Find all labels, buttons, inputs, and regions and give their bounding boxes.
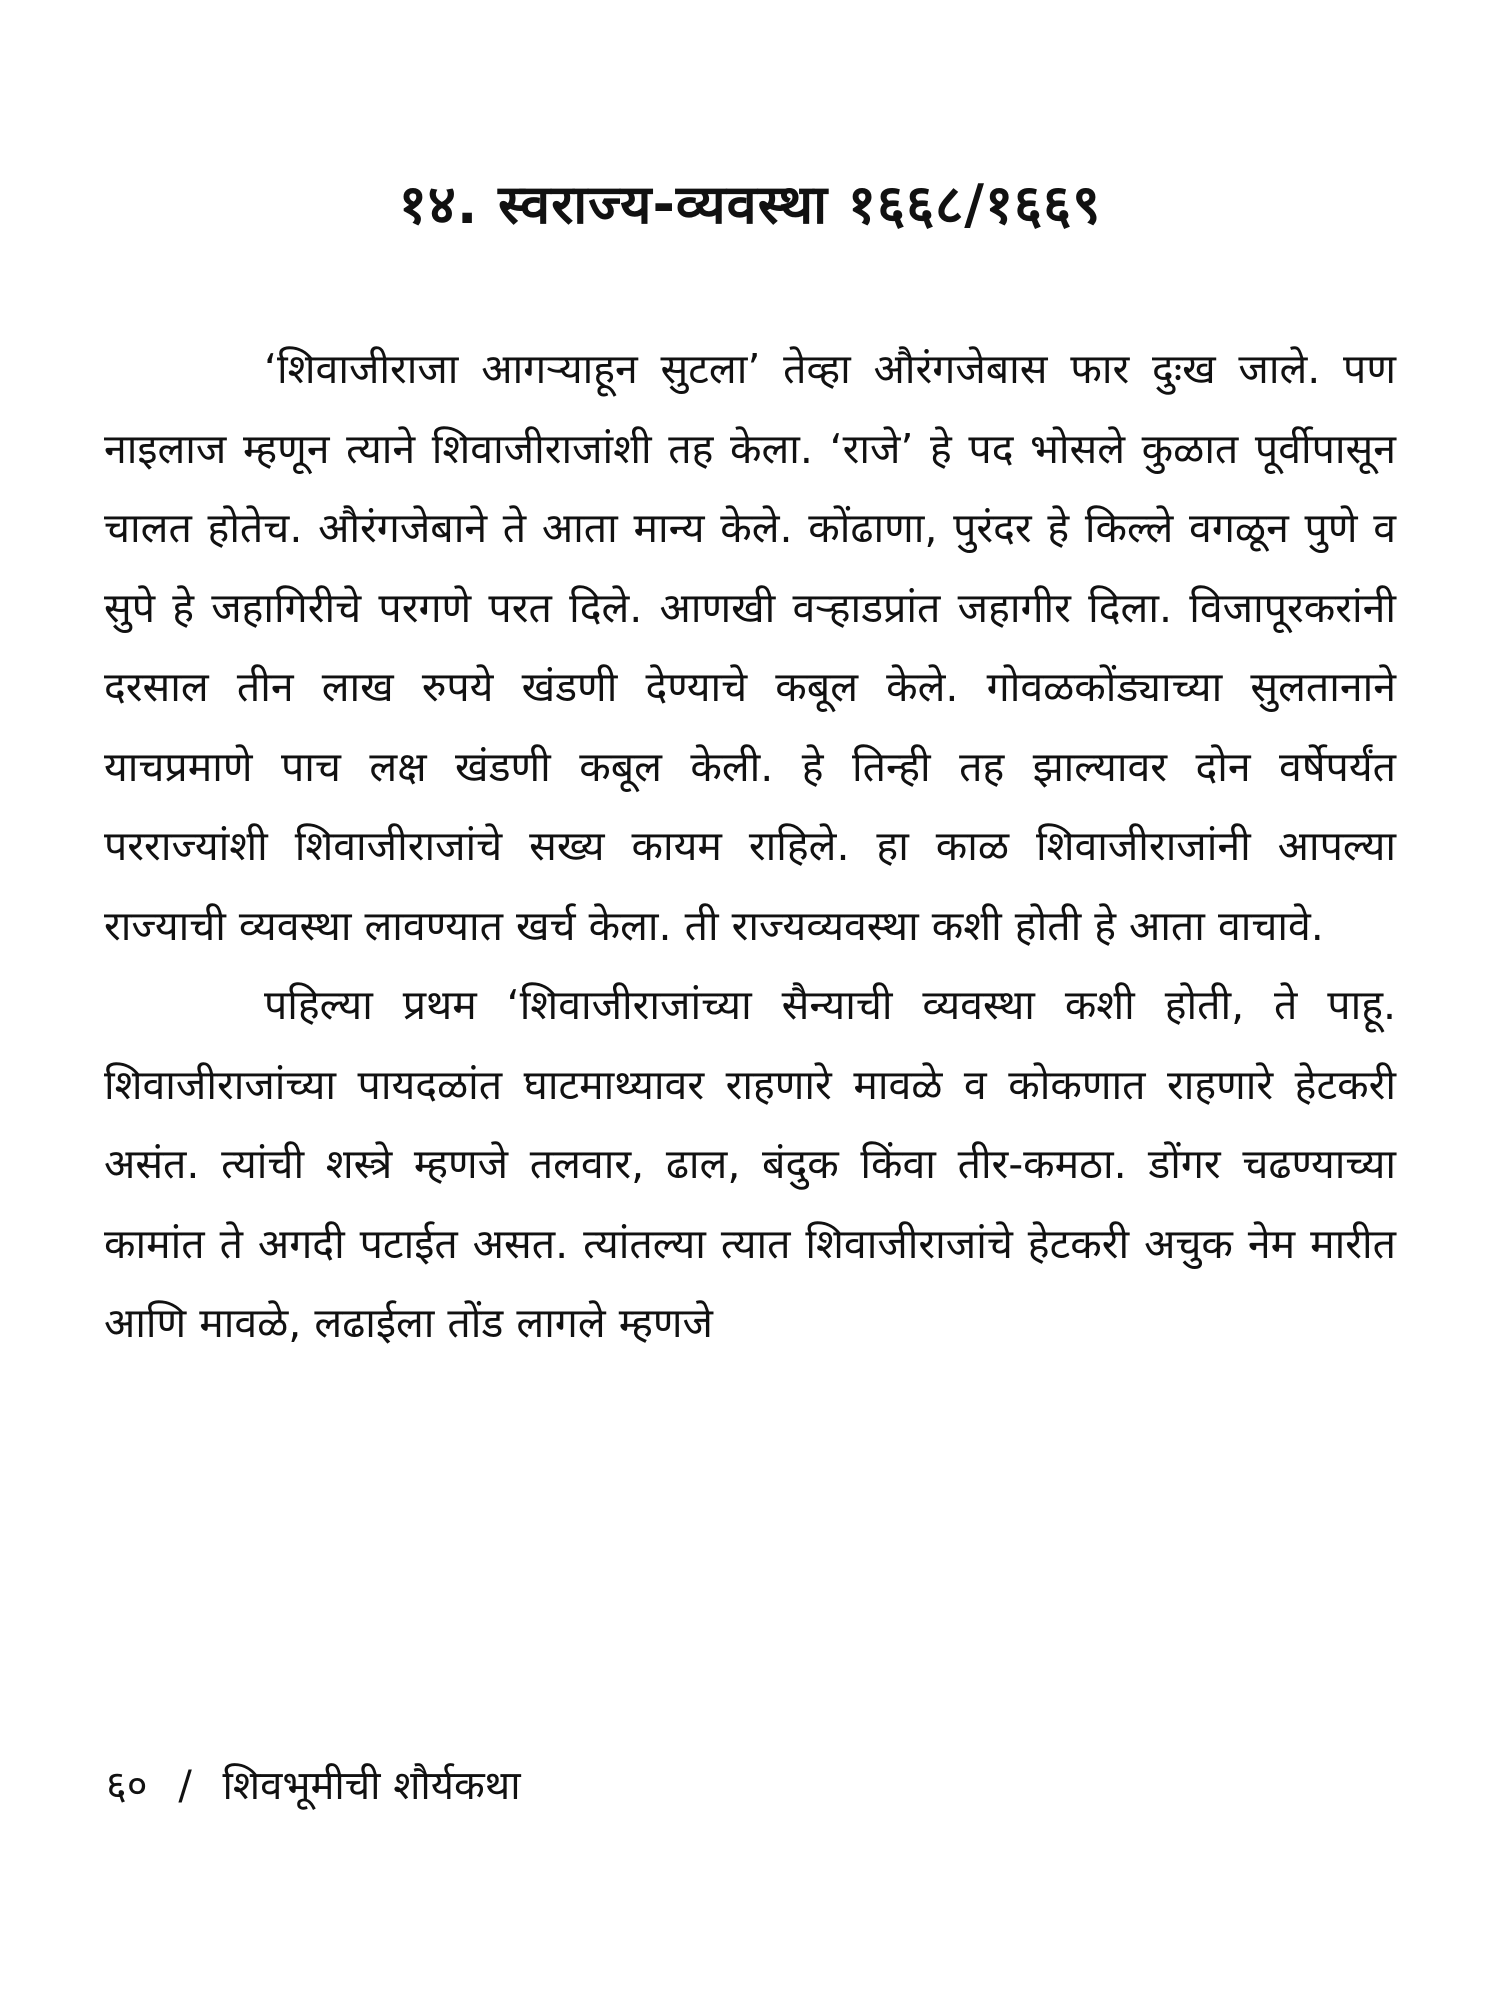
paragraph-2: पहिल्या प्रथम ‘शिवाजीराजांच्या सैन्याची व्यवस्था कशी होती, ते पाहू. शिवाजीराजांच्या पायदळांत घाटमाथ्यावर राहणारे मावळे व कोकणात राहणारे हेटकरी असंत. त्यांची शस्त्रे म्हणजे तलवार, ढाल, बंदुक किंवा तीर-कमठा. डोंगर चढण्याच्या कामांत ते अगदी पटाईत असत. त्यांतल्या त्यात शिवाजीराजांचे हेटकरी अचुक नेम मारीत आणि मावळे, लढाईला तोंड लागले म्हणजे <box>104 981 1396 1347</box>
footer-separator: / <box>178 1763 192 1809</box>
paragraph-1: ‘शिवाजीराजा आगऱ्याहून सुटला’ तेव्हा औरंगजेबास फार दुःख जाले. पण नाइलाज म्हणून त्याने शिवाजीराजांशी तह केला. ‘राजे’ हे पद भोसले कुळात पूर्वीपासून चालत होतेच. औरंगजेबाने ते आता मान्य केले. कोंढाणा, पुरंदर हे किल्ले वगळून पुणे व सुपे हे जहागिरीचे परगणे परत दिले. आणखी वऱ्हाडप्रांत जहागीर दिला. विजापूरकरांनी दरसाल तीन लाख रुपये खंडणी देण्याचे कबूल केले. गोवळकोंड्याच्या सुलतानाने याचप्रमाणे पाच लक्ष खंडणी कबूल केली. हे तिन्ही तह झाल्यावर दोन वर्षेपर्यंत परराज्यांशी शिवाजीराजांचे सख्य कायम राहिले. हा काळ शिवाजीराजांनी आपल्या राज्याची व्यवस्था लावण्यात खर्च केला. ती राज्यव्यवस्था कशी होती हे आता वाचावे. <box>104 345 1396 950</box>
book-title: शिवभूमीची शौर्यकथा <box>222 1763 521 1809</box>
page-footer <box>106 1758 521 1814</box>
chapter-title: १४. स्वराज्य-व्यवस्था १६६८/१६६९ <box>398 173 1102 236</box>
page-number: ६० <box>106 1763 148 1809</box>
body-text <box>104 330 1396 1364</box>
